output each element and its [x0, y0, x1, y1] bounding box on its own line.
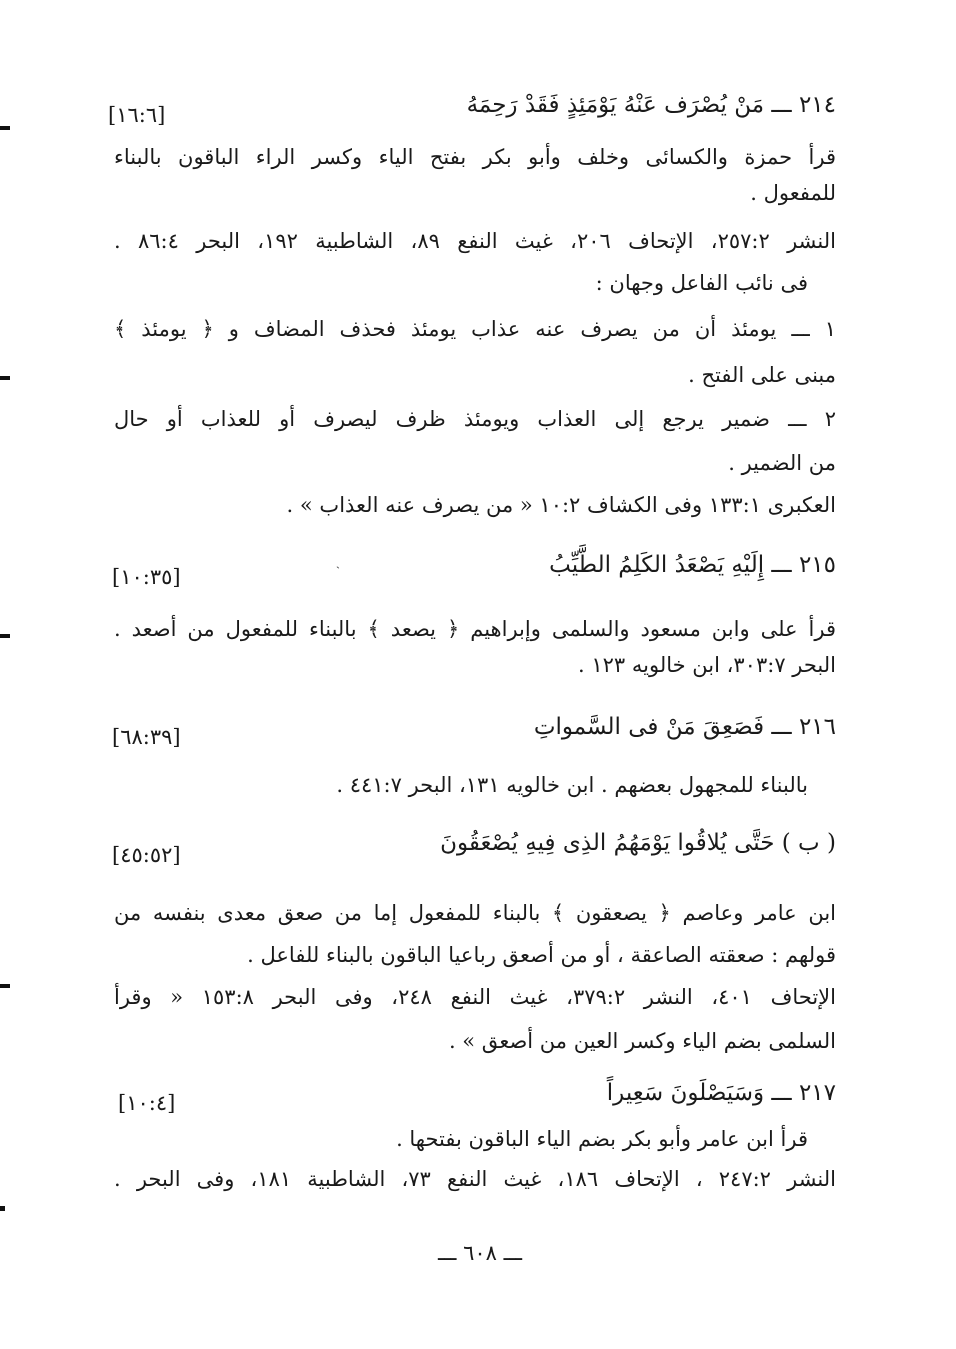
scan-edge-mark	[0, 634, 10, 638]
entry-216b-reference: [٤٥:٥٢]	[112, 843, 181, 867]
entry-215-line-1: قرأ على وابن مسعود والسلمى وإبراهيم ﴿ يصعد ﴾ بالبناء للمفعول من أصعد .	[114, 617, 836, 641]
entry-214-line-8: من الضمير .	[728, 451, 836, 475]
entry-217-line-2: النشر ٢٤٧:٢ ، الإتحاف ١٨٦، غيث النفع ٧٣، الشاطبية ١٨١، وفى البحر .	[114, 1167, 837, 1191]
page-number: ـــ ٦٠٨ ـــ	[437, 1241, 523, 1265]
entry-214-line-6: مبنى على الفتح .	[688, 363, 836, 387]
entry-217-reference: [١٠:٤]	[118, 1091, 176, 1115]
entry-215-line-2: البحر ٣٠٣:٧، ابن خالويه ١٢٣ .	[578, 653, 836, 677]
entry-214-line-2: للمفعول .	[750, 181, 836, 205]
entry-214-line-5: ١ ـــ يومئذ أن من يصرف عنه عذاب يومئذ فحذف المضاف و ﴿ يومئذ ﴾	[114, 317, 836, 341]
entry-215-heading: ٢١٥ ـــ إِلَيْهِ يَصْعَدُ الكَلِمُ الطَّيِّبُ	[549, 552, 836, 578]
entry-216b-line-3: الإتحاف ٤٠١، النشر ٣٧٩:٢، غيث النفع ٢٤٨، وفى البحر ١٥٣:٨ « وقرأ	[114, 985, 836, 1009]
entry-217-heading: ٢١٧ ـــ وَسَيَصْلَونَ سَعِيراً	[606, 1080, 836, 1106]
entry-216b-line-2: قولهم : صعقته الصاعقة ، أو من أصعق رباعيا الباقون بالبناء للفاعل .	[247, 943, 836, 967]
entry-214-line-9: العكبرى ١٣٣:١ وفى الكشاف ١٠:٢ « من يصرف عنه العذاب » .	[286, 493, 836, 517]
entry-216-heading: ٢١٦ ـــ فَصَعِقَ مَنْ فى السَّمواتِ	[533, 714, 836, 740]
entry-215-reference: [١٠:٣٥]	[112, 565, 181, 589]
entry-216-reference: [٦٨:٣٩]	[112, 725, 181, 749]
entry-216b-line-4: السلمى بضم الياء وكسر العين من أصعق » .	[448, 1029, 836, 1053]
entry-216b-heading: ( ب ) حَتَّى يُلاقُوا يَوْمَهُمُ الذِى فِيهِ يُصْعَقُونَ	[440, 830, 836, 856]
entry-216b-line-1: ابن عامر وعاصم ﴿ يصعقون ﴾ بالبناء للمفعول إما من صعق معدى بنفسه من	[114, 901, 836, 925]
entry-214-reference: [١٦:٦]	[108, 103, 166, 127]
scan-edge-mark	[0, 1206, 5, 1211]
entry-214-line-7: ٢ ـــ ضمير يرجع إلى العذاب ويومئذ ظرف ليصرف أو للعذاب أو حال	[114, 407, 836, 431]
entry-217-line-1: قرأ ابن عامر وأبو بكر بضم الياء الباقون بفتحها .	[396, 1127, 808, 1151]
stray-mark: ˏ	[336, 555, 340, 569]
scan-edge-mark	[0, 126, 10, 130]
entry-214-line-1: قرأ حمزة والكسائى وخلف وأبو بكر بفتح الياء وكسر الراء الباقون بالبناء	[114, 145, 836, 169]
scan-edge-mark	[0, 984, 10, 988]
entry-214-heading: ٢١٤ ـــ مَنْ يُصْرَف عَنْهُ يَوْمَئِذٍ فَقَدْ رَحِمَهُ	[466, 92, 836, 118]
entry-214-line-3: النشر ٢٥٧:٢، الإتحاف ٢٠٦، غيث النفع ٨٩، الشاطبية ١٩٢، البحر ٨٦:٤ .	[114, 229, 836, 253]
entry-214-line-4: فى نائب الفاعل وجهان :	[595, 271, 808, 295]
entry-216-line-1: بالبناء للمجهول بعضهم . ابن خالويه ١٣١، البحر ٤٤١:٧ .	[336, 773, 808, 797]
scan-edge-mark	[0, 376, 10, 380]
